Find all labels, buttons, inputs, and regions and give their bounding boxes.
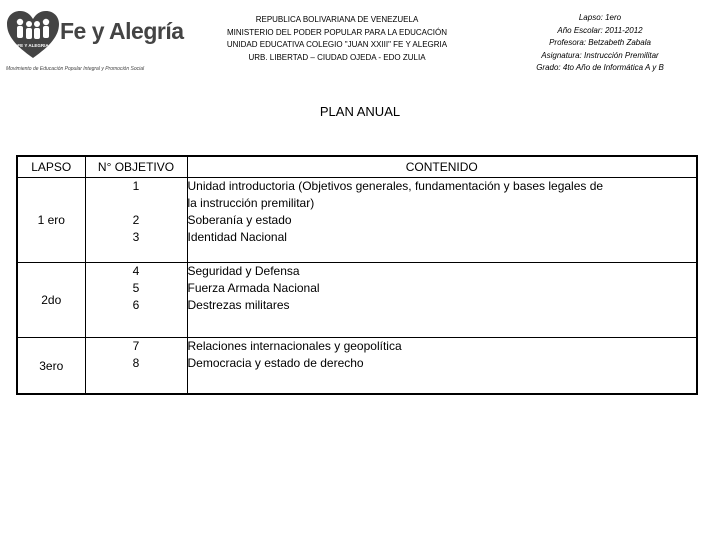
institution-header	[200, 14, 474, 64]
course-info-line: Lapso: 1ero	[578, 13, 622, 22]
course-info-line: Profesora: Betzabeth Zabala	[549, 38, 651, 47]
contenido-line: Soberanía y estado	[187, 213, 292, 227]
contenido-line: la instrucción premilitar)	[187, 196, 315, 210]
contenido-cell	[187, 263, 697, 338]
objetivo-number	[86, 195, 187, 212]
logo-tagline: Movimiento de Educación Popular Integral y Promoción Social	[6, 66, 145, 72]
objetivo-number: 7	[132, 339, 140, 353]
course-info-line: Año Escolar: 2011-2012	[557, 25, 643, 35]
fe-y-alegria-logo	[6, 10, 184, 72]
plan-table	[16, 155, 698, 395]
contenido-line: Destrezas militares	[187, 298, 290, 312]
header-objetivo: N° OBJETIVO	[85, 156, 187, 178]
objetivo-number: 6	[132, 298, 140, 312]
lapso-cell: 2do	[17, 263, 85, 338]
contenido-line: Relaciones internacionales y geopolítica	[187, 339, 402, 353]
contenido-line: Unidad introductoria (Objetivos generales, fundamentación y bases legales de	[187, 179, 604, 193]
table-row	[17, 338, 697, 395]
header-line: MINISTERIO DEL PODER POPULAR PARA LA EDUCACIÓN	[226, 27, 448, 37]
heart-text: FE Y ALEGRIA	[17, 43, 49, 48]
header-line: UNIDAD EDUCATIVA COLEGIO "JUAN XXIII" FE Y ALEGRIA	[226, 40, 448, 49]
table-row	[17, 263, 697, 338]
course-info-line: Asignatura: Instrucción Premilitar	[541, 50, 659, 60]
objetivo-number: 8	[132, 356, 140, 370]
contenido-cell	[187, 178, 697, 263]
objetivo-number: 3	[132, 230, 140, 244]
page-title: PLAN ANUAL	[319, 104, 401, 119]
objetivo-cell	[85, 338, 187, 395]
course-info	[500, 12, 700, 75]
heart-children-icon	[6, 10, 60, 60]
objetivo-number: 2	[132, 213, 140, 227]
logo-brand-text: Fe y Alegría	[60, 18, 184, 44]
lapso-cell: 3ero	[17, 338, 85, 395]
contenido-line: Seguridad y Defensa	[187, 264, 300, 278]
header-line: REPUBLICA BOLIVARIANA DE VENEZUELA	[255, 15, 419, 24]
contenido-line: Democracia y estado de derecho	[187, 356, 364, 370]
objetivo-number: 1	[132, 179, 140, 193]
lapso-cell: 1 ero	[17, 178, 85, 263]
objetivo-cell	[85, 178, 187, 263]
contenido-line: Fuerza Armada Nacional	[187, 281, 320, 295]
objetivo-cell	[85, 263, 187, 338]
header-lapso: LAPSO	[17, 156, 85, 178]
contenido-line: Identidad Nacional	[187, 230, 287, 244]
table-header-row	[17, 156, 697, 178]
header-line: URB. LIBERTAD – CIUDAD OJEDA - EDO ZULIA	[248, 52, 426, 62]
contenido-cell	[187, 338, 697, 395]
table-row	[17, 178, 697, 263]
course-info-line: Grado: 4to Año de Informática A y B	[536, 63, 664, 72]
objetivo-number: 4	[132, 264, 140, 278]
objetivo-number: 5	[132, 281, 140, 295]
header-contenido: CONTENIDO	[187, 156, 697, 178]
